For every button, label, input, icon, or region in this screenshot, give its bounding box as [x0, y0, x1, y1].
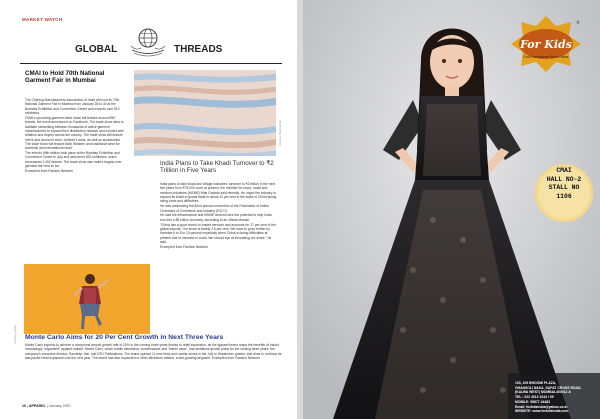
header-left-word: GLOBAL — [75, 44, 118, 55]
article3-body: Monte Carlo expects to achieve a compound annual growth rate of 20% in the coming three years thanks to retail expansion, as the apparel brand reaps the benefits of India's increasingly "organised" apparel market. Monte Carlo, which retails menswear, womenswear, and "tween wear", has ambitious growth plans for the coming three years, the company's executive director, Sandeep Jain, told DRJ Publications. The brand opened 11 new brick-and-mortar stores in the July to September quarter, and aims to continue its fast-paced retail expansion into the new year. The brand has also expanded to other athleisure market, a fast-growing segment. Excerpted from Fashion Network — [25, 343, 282, 360]
article1-paragraph: The Clothing Manufacturers Association of India will host its 70th National Garment Fair in Mumbai from January 28 to 30 at the Bombay Exhibition and Convention Centre and expects over 510 exhibitors. — [25, 98, 120, 116]
page-number: 16 — [22, 404, 26, 408]
phone-line: TEL : 022 4013 1044 / 99 — [515, 395, 554, 400]
article2-paragraph: He was addressing the 82nd annual convention of the Federation of Indian Chambers of Commerce and Industry (FICCI). — [160, 204, 269, 213]
address-line: GHANSOLI NAKA, SAPAT CROSS ROAD, — [515, 385, 582, 390]
registered-mark: ® — [576, 20, 580, 25]
article1-paragraph: The event's 69th edition took place at the Bombay Exhibition and Convention Centre in July and welcomed 832 exhibitors, which showcased 1,062 brands. The trade show was India's largest-ever garment fair held so far. — [25, 151, 122, 169]
stall-badge — [538, 167, 590, 201]
article2-title: India Plans to Take Khadi Turnover to ₹2 Trillion in Five Years — [160, 160, 274, 174]
page-footer: 16 | APPAREL | January 2020 — [22, 404, 71, 408]
mobile-line: MOBILE: 99877 44483 — [515, 399, 551, 404]
website-line: WEBSITE: www.forkidsindia.com — [515, 409, 569, 414]
article1-paragraph: CMAI's upcoming garment trade show will feature around 850 brands, the event announced on Facebook. The trade show aims to facilitate networking between thousands of active garment manufacturers to expand their distribution network and connect with retailers and buyers across the country. The trade show will feature men's and women's wear, children's wear, as well as accessories. The trade show will feature Both Western and traditional wear for domestic and international retail. — [25, 115, 124, 151]
stall-badge-line: CMAI — [556, 167, 572, 174]
article1-source: Excerpted from Fashion Network — [25, 169, 74, 173]
page-header — [75, 24, 245, 60]
header-right-word: THREADS — [174, 44, 223, 55]
fabric-photo — [134, 70, 276, 156]
model-photo — [24, 264, 150, 334]
section-tag: MARKET WATCH — [22, 17, 63, 22]
contact-address — [515, 381, 599, 414]
stall-badge-line: 1106 — [556, 192, 572, 200]
brand-tagline: Girls Handsome Ethnic Wear — [523, 55, 569, 59]
brand-logo-text: For Kids — [520, 38, 572, 51]
publication-name: APPAREL — [28, 404, 46, 408]
brand-logo — [509, 14, 583, 74]
stall-badge-line: STALL NO — [548, 184, 580, 192]
article2-paragraph: "China has a good record in traded services and accounts for 17 per cent of the global exports. Our share is barely 2.6 per cent. We have to grow further by increase it to 8 to 10 percent especially when China is facing difficulties at present due to increase in costs. We should eye at increasing our share," he said. — [160, 222, 276, 244]
right-page-advert — [303, 0, 600, 419]
address-line: (KALWA WEST) MUMBAI-400012 & — [515, 390, 571, 395]
fabric-photo-credit: Courtesy: Fibre2Fashion — [279, 120, 282, 147]
article2-paragraph: He said the infrastructure and MSME sectors have the potential to help India turn into a $5 trillion economy, according to an official release. — [160, 213, 272, 222]
article3-title: Monte Carlo Aims for 20 Per Cent Growth in Next Three Years — [25, 334, 224, 341]
article1-body — [25, 98, 125, 174]
article1-title: CMAI to Hold 70th National Garment Fair in Mumbai — [25, 70, 105, 85]
address-line: 103, 106 BHOOMI PLAZA, — [515, 381, 557, 385]
article2-paragraph: India plans to take khadi and village industries' turnover to ₹2 trillion in the next five years from ₹75,000 crore at present, the minister for micro, small and medium industries (MSME) Nitin Gadkari said recently. He urged the industry to expand its khadi-in global trade to about 10 per cent in the wake of China facing rising costs and difficulties. — [160, 182, 277, 204]
article2-source: Excerpted from Fashion Network — [160, 244, 209, 249]
globe-emblem-icon — [128, 24, 168, 60]
model-photo-credit: Courtesy: Google — [14, 325, 17, 344]
stall-badge-line: HALL NO-2 — [546, 175, 582, 183]
article2-body — [160, 182, 278, 250]
issue-date: January 2020 — [48, 404, 71, 408]
email-line: Email: forkidsindia@yahoo.co.in — [515, 404, 568, 409]
left-page — [0, 0, 297, 419]
header-divider — [20, 63, 282, 64]
